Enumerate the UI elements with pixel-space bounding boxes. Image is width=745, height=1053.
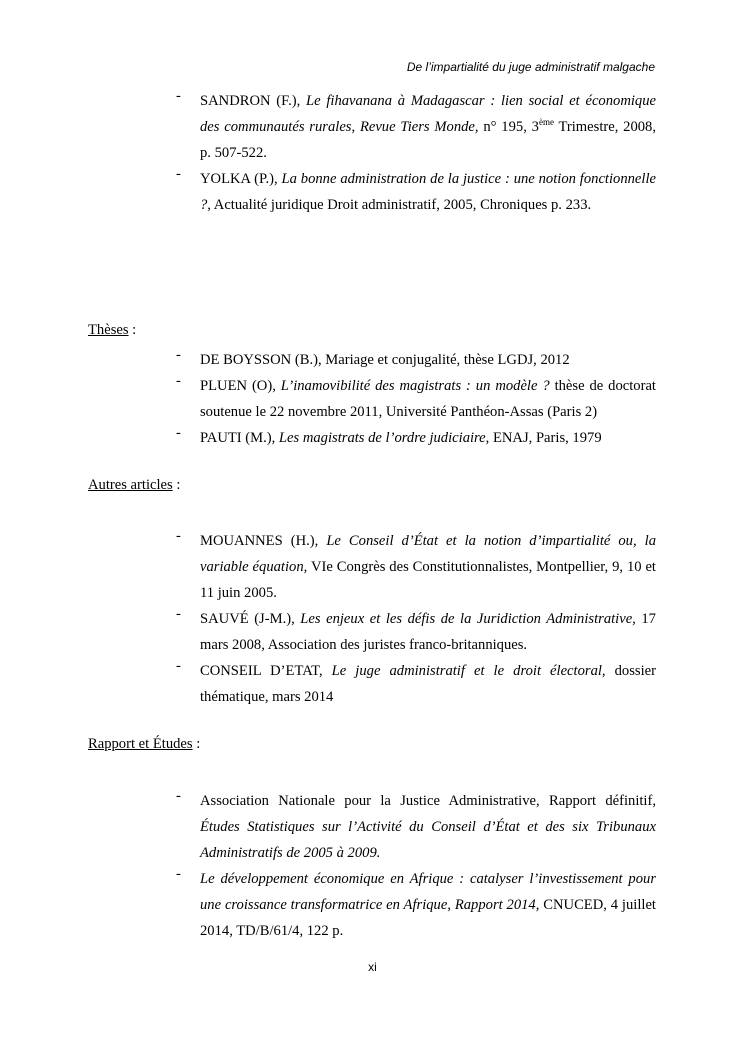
reference-anja [176, 788, 656, 866]
author: MOUANNES (H.), [200, 533, 327, 549]
reference-pluen [176, 373, 656, 425]
author: SAUVÉ (J-M.), [200, 611, 301, 627]
list-dash: - [176, 166, 181, 182]
author: PLUEN (O), [200, 378, 281, 394]
details: , ENAJ, Paris, 1979 [485, 430, 602, 446]
reference-sauve [176, 606, 656, 658]
report-title: Rapport 2014, [454, 897, 540, 913]
title: Le fihavanana à Madagascar : lien social et économique des communautés rurales [200, 93, 656, 135]
reference-cnuced [176, 866, 656, 944]
details: 17 mars 2008, Association des juristes franco-britanniques. [200, 611, 656, 653]
details: , Actualité juridique Droit administratif, 2005, Chroniques p. 233. [207, 197, 592, 213]
author: Association Nationale pour la Justice Administrative, Rapport définitif, [200, 793, 656, 809]
separator: , [351, 119, 360, 135]
section-heading-rapport: Rapport et Études : [88, 736, 201, 752]
author: PAUTI (M.), [200, 430, 279, 446]
title: Le Conseil d’État et la notion d’impartialité ou, la variable équation, [200, 533, 656, 575]
list-dash: - [176, 425, 181, 441]
author: YOLKA (P.), [200, 171, 282, 187]
author: DE BOYSSON (B.), Mariage et conjugalité, thèse LGDJ, 2012 [200, 352, 570, 368]
title: Le développement économique en Afrique : catalyser l’investissement pour une croissance transformatrice en Afrique [200, 871, 656, 913]
author: SANDRON (F.), [200, 93, 307, 109]
page-number: xi [368, 960, 377, 974]
details-end: Trimestre, 2008, p. 507-522. [200, 119, 656, 161]
list-dash: - [176, 866, 181, 882]
reference-conseil-etat [176, 658, 656, 710]
separator: , [447, 897, 455, 913]
reference-de-boysson [176, 347, 656, 373]
list-dash: - [176, 347, 181, 363]
list-dash: - [176, 658, 181, 674]
reference-sandron [176, 88, 656, 166]
title: L’inamovibilité des magistrats : un modèle ? [280, 378, 550, 394]
reference-pauti [176, 425, 656, 451]
list-dash: - [176, 788, 181, 804]
details: VIe Congrès des Constitutionnalistes, Montpellier, 9, 10 et 11 juin 2005. [200, 559, 656, 601]
list-dash: - [176, 528, 181, 544]
author: CONSEIL D’ETAT, [200, 663, 332, 679]
list-dash: - [176, 606, 181, 622]
title: Le juge administratif et le droit électoral, [331, 663, 606, 679]
details: CNUCED, 4 juillet 2014, TD/B/61/4, 122 p. [200, 897, 656, 939]
list-dash: - [176, 373, 181, 389]
section-heading-autres-articles: Autres articles : [88, 477, 181, 493]
title: Études Statistiques sur l’Activité du Conseil d’État et des six Tribunaux Administratifs de 2005 à 2009. [200, 819, 656, 861]
reference-mouannes [176, 528, 656, 606]
details: thèse de doctorat soutenue le 22 novembre 2011, Université Panthéon-Assas (Paris 2) [200, 378, 656, 420]
reference-yolka [176, 166, 656, 218]
running-head: De l’impartialité du juge administratif malgache [406, 60, 655, 74]
journal: Revue Tiers Monde [359, 119, 475, 135]
title: Les enjeux et les défis de la Juridiction Administrative, [300, 611, 636, 627]
details: , n° 195, 3 [474, 119, 539, 135]
section-heading-theses: Thèses : [88, 322, 137, 338]
details: dossier thématique, mars 2014 [200, 663, 656, 705]
list-dash: - [176, 88, 181, 104]
title: La bonne administration de la justice : une notion fonctionnelle ? [200, 171, 656, 213]
title: Les magistrats de l’ordre judiciaire [278, 430, 486, 446]
superscript: ème [538, 117, 554, 127]
